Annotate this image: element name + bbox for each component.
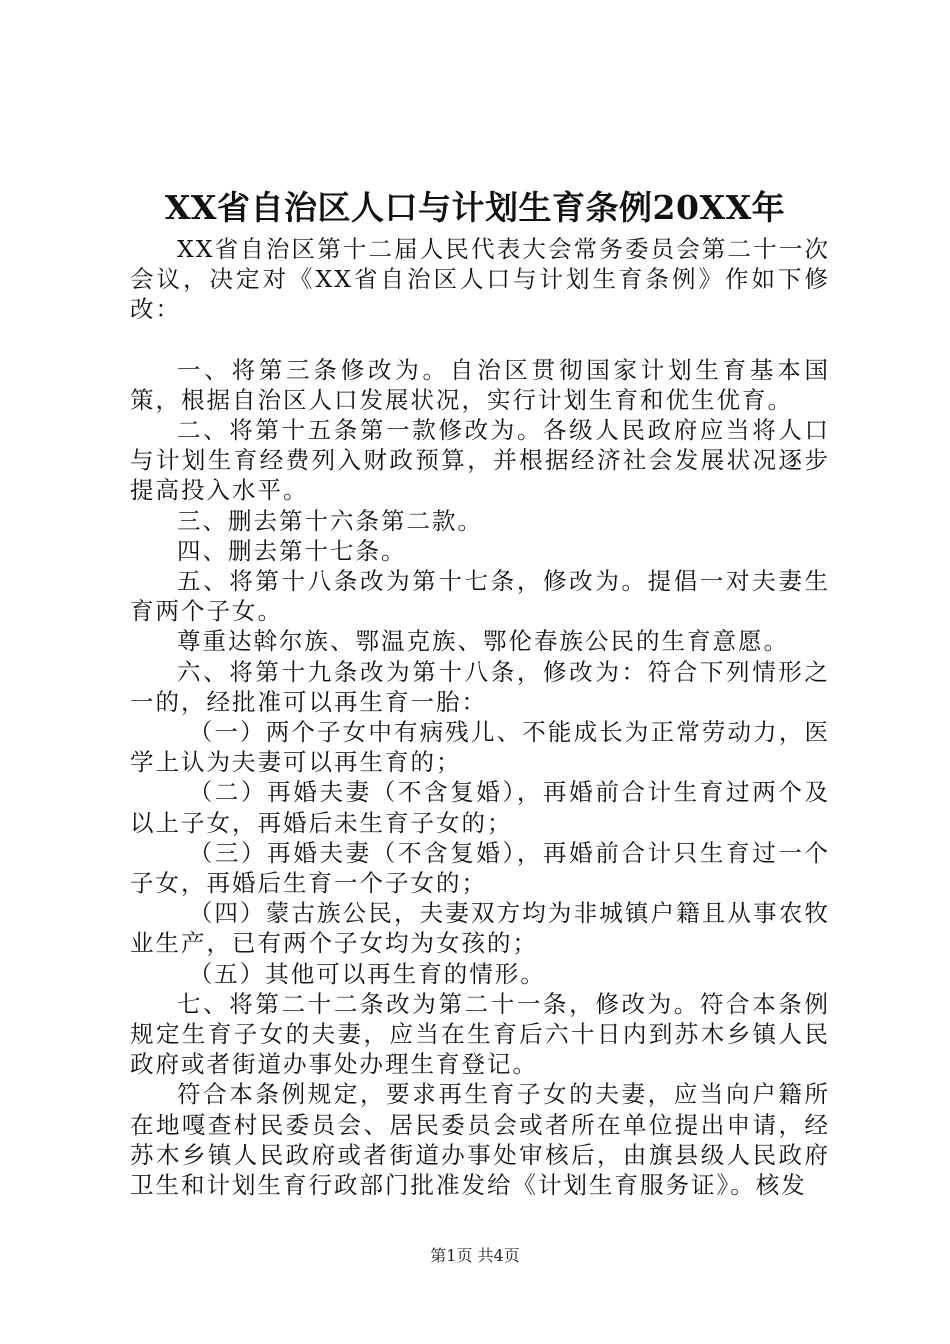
paragraph-subitem-2: （二）再婚夫妻（不含复婚），再婚前合计生育过两个及以上子女，再婚后未生育子女的；: [130, 778, 830, 837]
paragraph-item-5: 五、将第十八条改为第十七条，修改为。提倡一对夫妻生育两个子女。: [130, 567, 830, 626]
paragraph-subitem-5: （五）其他可以再生育的情形。: [188, 959, 546, 988]
paragraph-item-7-continued: 符合本条例规定，要求再生育子女的夫妻，应当向户籍所在地嘎查村民委员会、居民委员会或者所在单位提出申请，经苏木乡镇人民政府或者街道办事处审核后，由旗县级人民政府卫生和计划生育行政部门批准发给《计划生育服务证》。核发: [130, 1080, 830, 1200]
paragraph-item-5-note: 尊重达斡尔族、鄂温克族、鄂伦春族公民的生育意愿。: [177, 627, 789, 656]
document-body: [130, 234, 830, 1200]
paragraph-subitem-3: （三）再婚夫妻（不含复婚），再婚前合计只生育过一个子女，再婚后生育一个子女的；: [130, 838, 830, 898]
document-title: XX省自治区人口与计划生育条例20XX年: [164, 188, 786, 227]
paragraph-subitem-1: （一）两个子女中有病残儿、不能成长为正常劳动力，医学上认为夫妻可以再生育的；: [130, 718, 830, 777]
paragraph-item-3: 三、删去第十六条第二款。: [177, 506, 483, 535]
paragraph-item-6: 六、将第十九条改为第十八条，修改为：符合下列情形之一的，经批准可以再生育一胎：: [130, 657, 830, 716]
paragraph-intro: XX省自治区第十二届人民代表大会常务委员会第二十一次会议，决定对《XX省自治区人口与计划生育条例》作如下修改：: [130, 235, 830, 324]
page-number-footer: 第1页 共4页: [430, 1246, 520, 1265]
paragraph-item-4: 四、删去第十七条。: [177, 536, 407, 565]
paragraph-item-2: 二、将第十五条第一款修改为。各级人民政府应当将人口与计划生育经费列入财政预算，并根据经济社会发展状况逐步提高投入水平。: [130, 416, 830, 505]
paragraph-item-7: 七、将第二十二条改为第二十一条，修改为。符合本条例规定生育子女的夫妻，应当在生育后六十日内到苏木乡镇人民政府或者街道办事处办理生育登记。: [130, 989, 830, 1079]
paragraph-item-1: 一、将第三条修改为。自治区贯彻国家计划生育基本国策，根据自治区人口发展状况，实行计划生育和优生优育。: [130, 355, 830, 414]
paragraph-subitem-4: （四）蒙古族公民，夫妻双方均为非城镇户籍且从事农牧业生产，已有两个子女均为女孩的；: [130, 899, 830, 958]
